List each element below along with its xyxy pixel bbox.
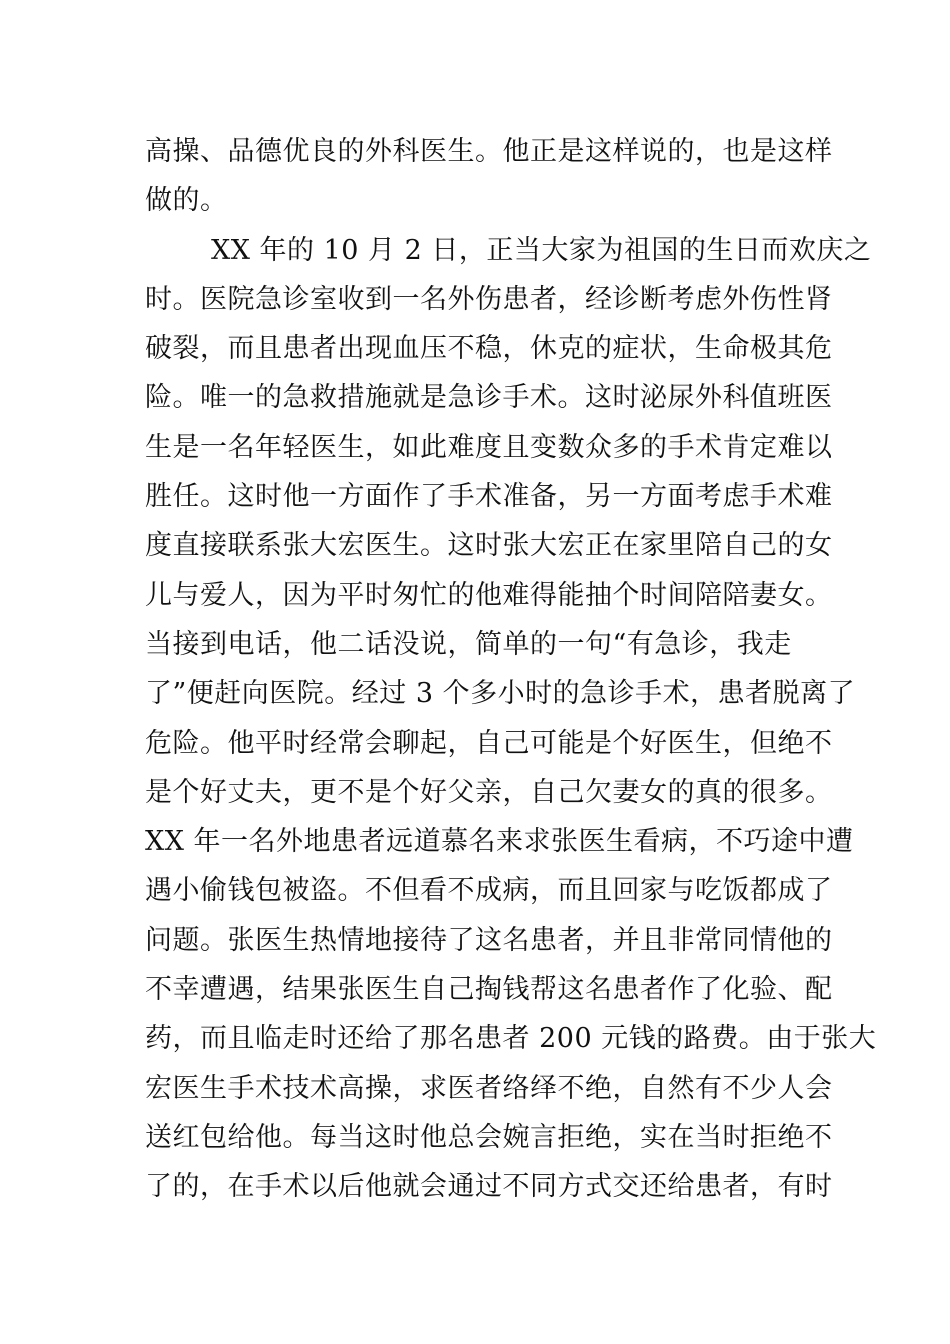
text-line: 当接到电话，他二话没说，简单的一句“有急诊，我走: [145, 628, 792, 660]
text-line: 遇小偷钱包被盗。不但看不成病，而且回家与吃饭都成了: [145, 875, 833, 907]
text-line: 度直接联系张大宏医生。这时张大宏正在家里陪自己的女: [145, 530, 833, 562]
text-line: 险。唯一的急救措施就是急诊手术。这时泌尿外科值班医: [145, 382, 833, 414]
text-line: 生是一名年轻医生，如此难度且变数众多的手术肯定难以: [145, 431, 833, 463]
text-line: 药，而且临走时还给了那名患者 200 元钱的路费。由于张大: [145, 1023, 877, 1055]
text-line: 危险。他平时经常会聊起，自己可能是个好医生，但绝不: [145, 727, 833, 759]
text-line: 高操、品德优良的外科医生。他正是这样说的，也是这样: [145, 136, 833, 167]
text-line: 是个好丈夫，更不是个好父亲，自己欠妻女的真的很多。: [145, 776, 833, 808]
paragraph-first-line: XX 年的 10 月 2 日，正当大家为祖国的生日而欢庆之: [211, 234, 872, 266]
text-line: XX 年一名外地患者远道慕名来求张医生看病，不巧途中遭: [145, 826, 854, 858]
text-line: 送红包给他。每当这时他总会婉言拒绝，实在当时拒绝不: [145, 1121, 833, 1153]
text-line: 时。医院急诊室收到一名外伤患者，经诊断考虑外伤性肾: [145, 283, 833, 315]
body-text: [145, 127, 877, 1212]
text-line: 宏医生手术技术高操，求医者络绎不绝，自然有不少人会: [145, 1072, 833, 1104]
text-line: 了”便赶向医院。经过 3 个多小时的急诊手术，患者脱离了: [145, 678, 856, 710]
text-line: 问题。张医生热情地接待了这名患者，并且非常同情他的: [145, 924, 833, 956]
text-line: 了的，在手术以后他就会通过不同方式交还给患者，有时: [145, 1171, 833, 1203]
text-line: 做的。: [145, 185, 228, 217]
text-line: 不幸遭遇，结果张医生自己掏钱帮这名患者作了化验、配: [145, 974, 833, 1006]
text-line: 儿与爱人，因为平时匆忙的他难得能抽个时间陪陪妻女。: [145, 579, 833, 611]
text-line: 胜任。这时他一方面作了手术准备，另一方面考虑手术难: [145, 481, 833, 513]
text-line: 破裂，而且患者出现血压不稳，休克的症状，生命极其危: [145, 333, 833, 365]
